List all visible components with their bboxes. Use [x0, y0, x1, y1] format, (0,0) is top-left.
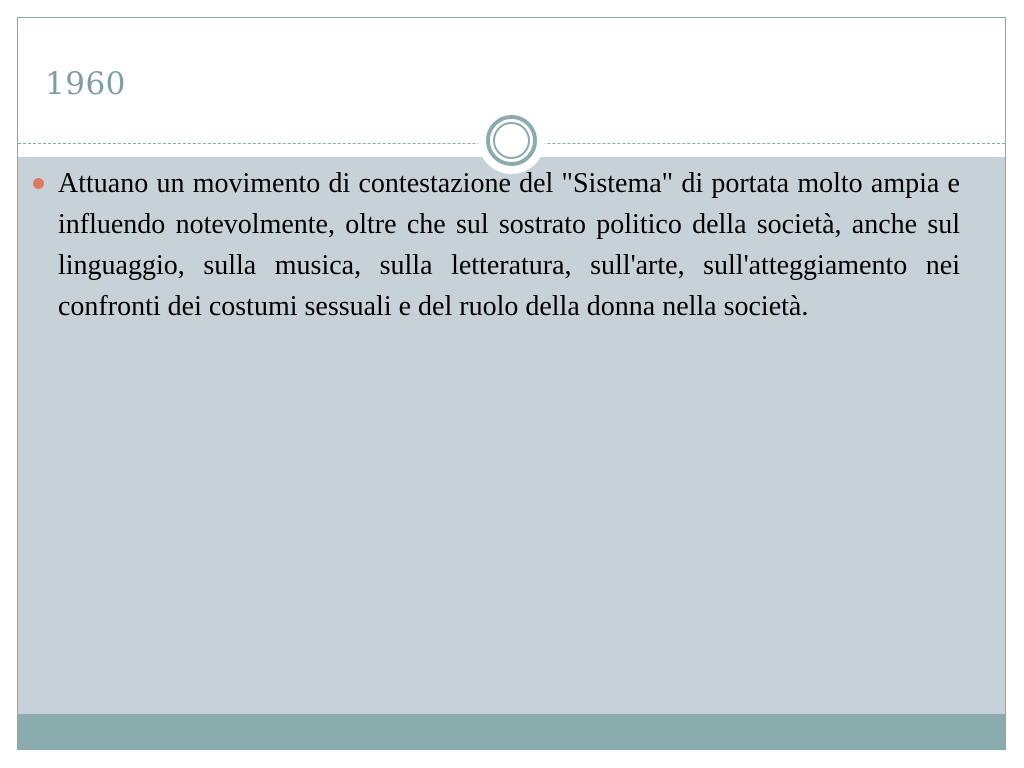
bullet-list — [30, 163, 960, 327]
slide-title: 1960 — [45, 66, 126, 102]
circle-ornament-icon — [482, 111, 541, 170]
bullet-item — [30, 163, 960, 327]
bullet-dot-icon — [33, 178, 44, 189]
bullet-text: Attuano un movimento di contestazione del "Sistema" di portata molto ampia e influendo notevolmente, oltre che sul sostrato politico della società, anche sul linguaggio, sulla musica, sulla letteratura, sull'arte, sull'atteggiamento nei confronti dei costumi sessuali e del ruolo della donna nella società. — [58, 168, 960, 322]
footer-bar — [18, 714, 1005, 749]
slide — [17, 17, 1006, 750]
